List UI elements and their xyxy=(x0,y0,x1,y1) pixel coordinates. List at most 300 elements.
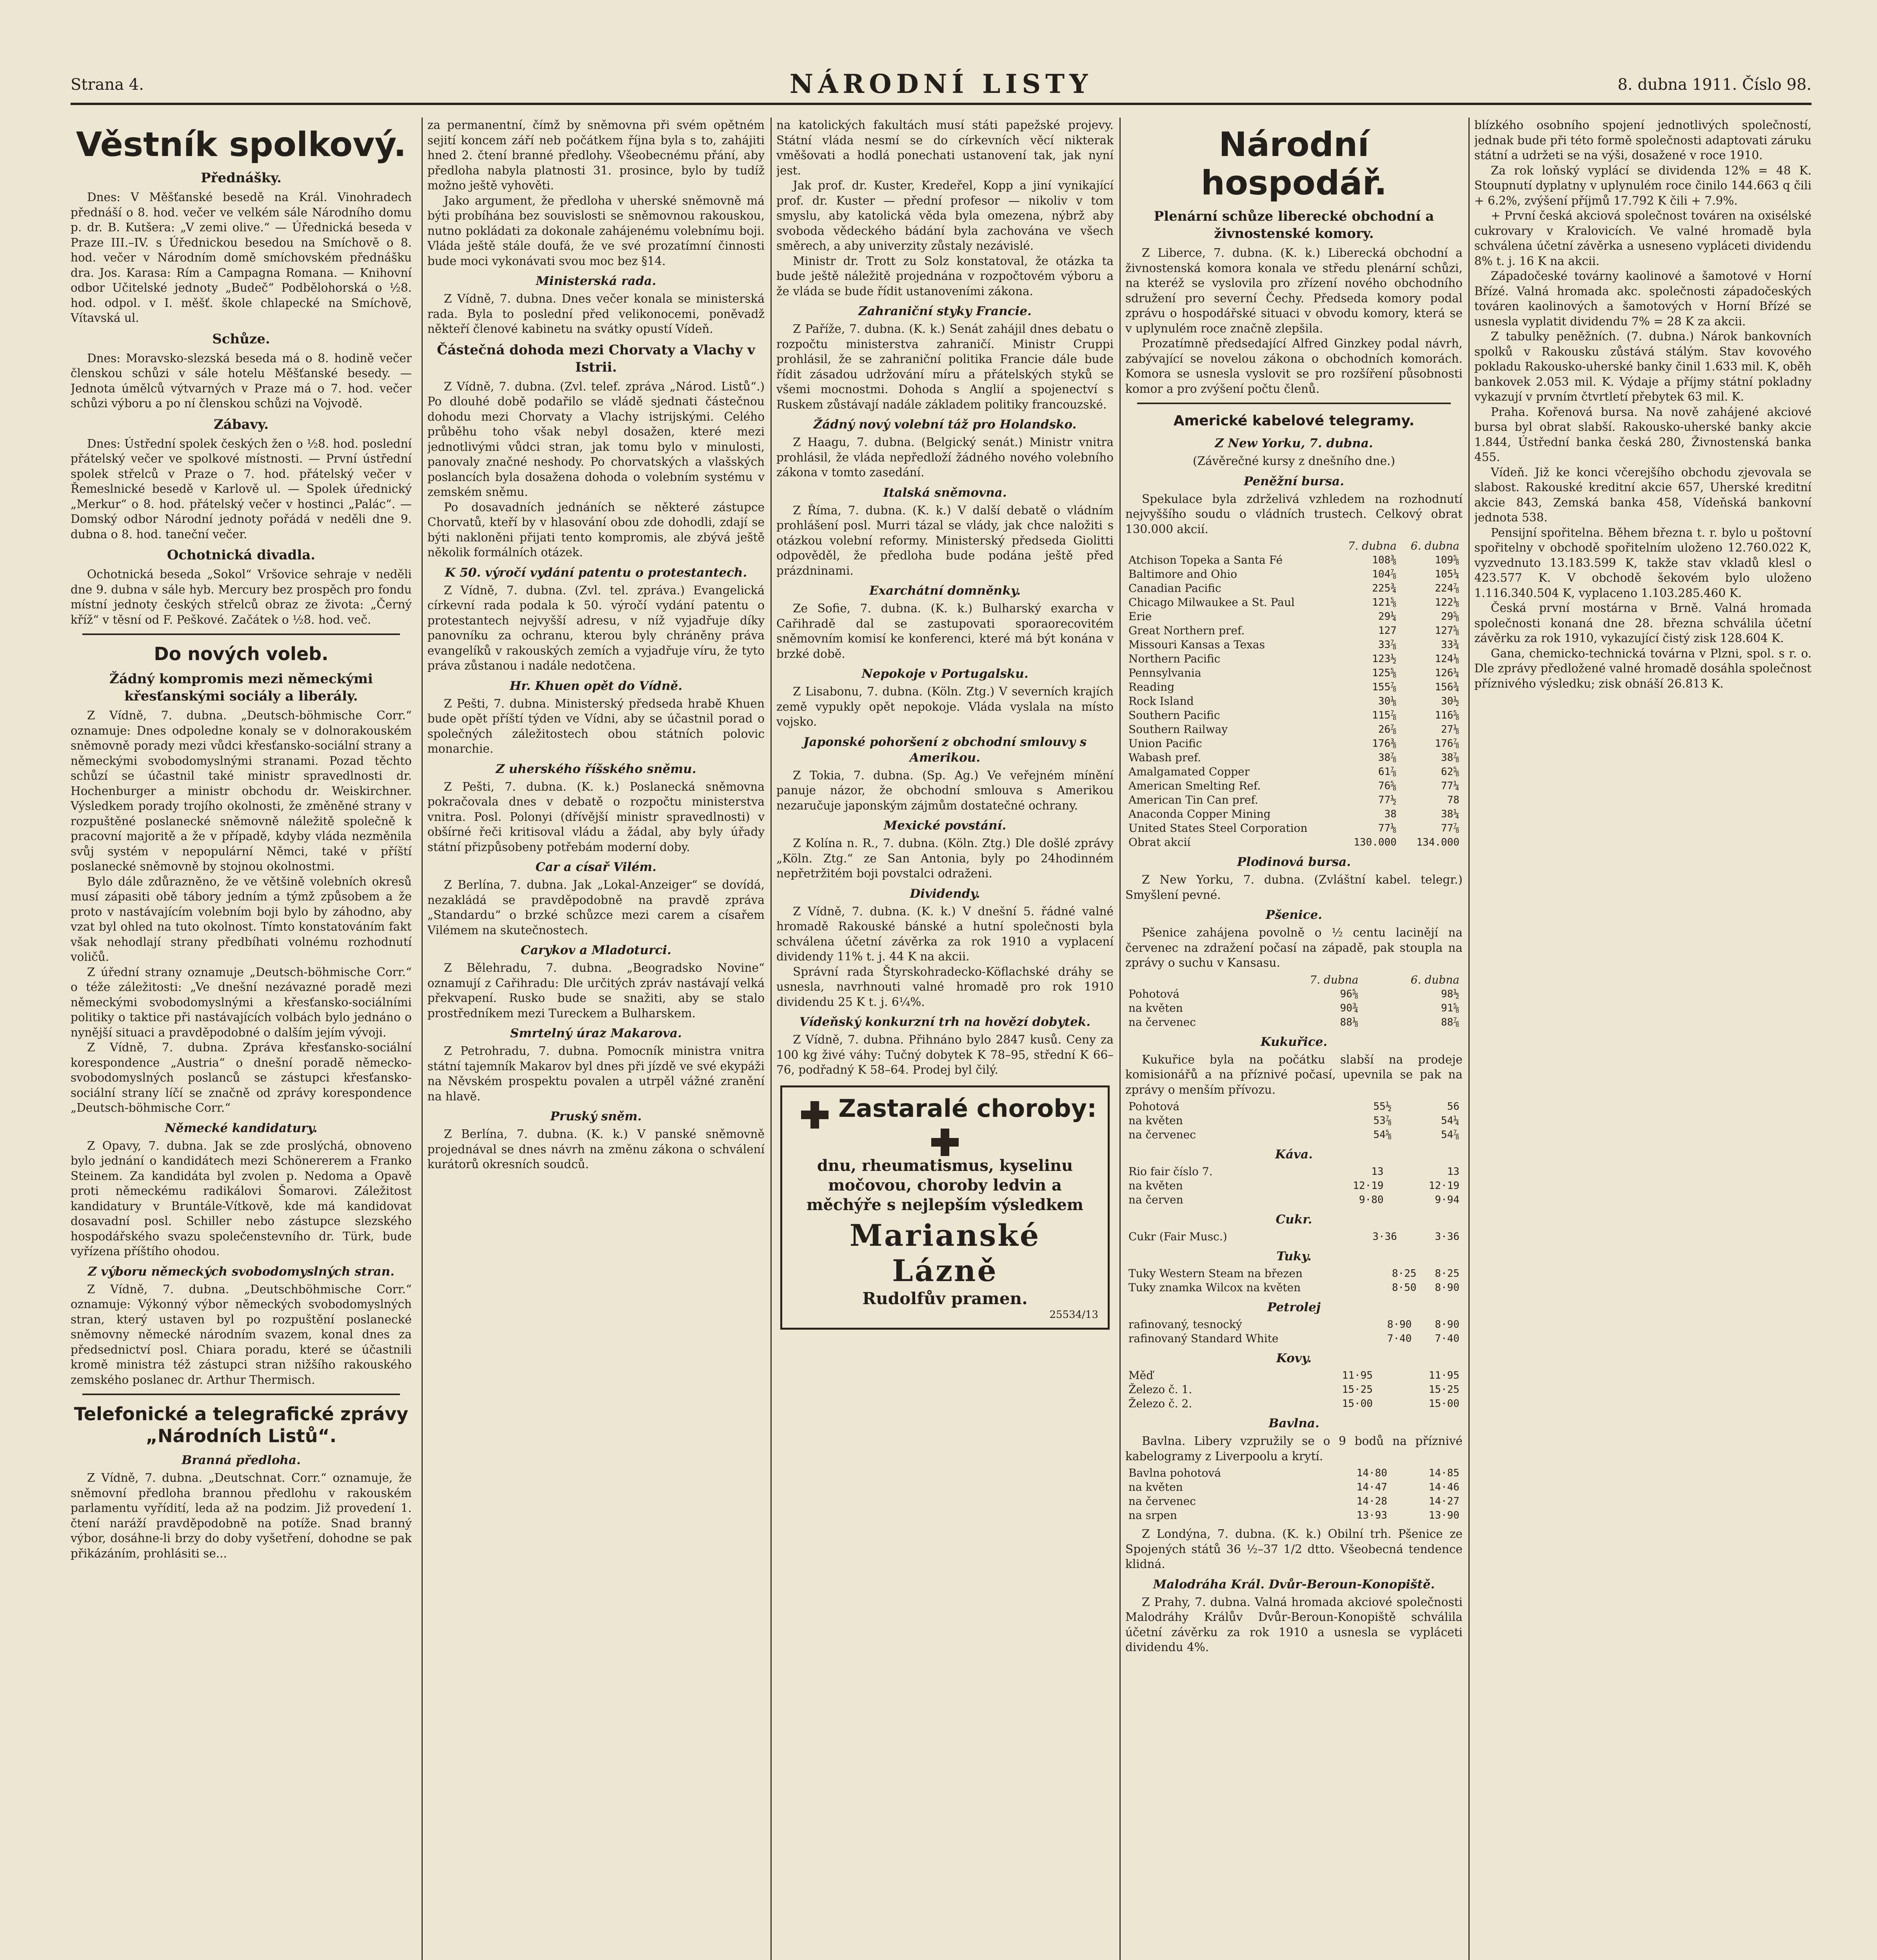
row-value: 14·27 xyxy=(1428,1495,1459,1507)
row-value: 127⅝ xyxy=(1435,625,1459,637)
table-row xyxy=(1125,751,1463,765)
table-row xyxy=(1125,708,1463,722)
section-title-americke-telegramy: Americké kabelové telegramy. xyxy=(1173,413,1415,429)
row-value: 30½ xyxy=(1441,695,1459,707)
section-rule xyxy=(82,633,400,635)
row-value: 13 xyxy=(1447,1166,1459,1178)
row-value: 224⅞ xyxy=(1435,583,1459,594)
ad-subtitle: Rudolfův pramen. xyxy=(862,1289,1028,1308)
row-label: Cukr (Fair Musc.) xyxy=(1128,1230,1227,1243)
article-paragraph: Z Vídně, 7. dubna. Přihnáno bylo 2847 kusů. Ceny za 100 kg živé váhy: Tučný dobytek K 78–95, střední K 66–76, podřadný K 58–64. Prodej byl čilý. xyxy=(776,1033,1114,1076)
row-value: 26⅞ xyxy=(1378,724,1397,735)
article-headline: Částečná dohoda mezi Chorvaty a Vlachy v Istrii. xyxy=(437,342,755,375)
row-label: Anaconda Copper Mining xyxy=(1128,808,1271,820)
row-value: 155⅞ xyxy=(1372,681,1397,693)
subhead-tuky: Tuky. xyxy=(1276,1249,1312,1263)
row-value: 109⅝ xyxy=(1435,554,1459,566)
article-paragraph: Z Vídně, 7. dubna. „Deutschböhmische Corr.“ oznamuje: Výkonný výbor německých svobodomyslných stran, který ustaven byl po rozpuštění poslanecké sněmovny německé národním svazem, konal dnes za předsednictví posl. Chiara poradu, které se účastnili kromě ministra též zástupci stran nižšího rakouského zemského poslanec dr. Arthur Thermisch. xyxy=(71,1282,412,1387)
table-row xyxy=(1125,1165,1463,1179)
section-rule xyxy=(82,1394,400,1395)
row-label: Rio fair číslo 7. xyxy=(1128,1165,1213,1178)
article-headline: K 50. výročí vydání patentu o protestantech. xyxy=(445,565,747,580)
row-value: 15·25 xyxy=(1342,1384,1373,1396)
article-headline: Žádný nový volební táž pro Holandsko. xyxy=(813,417,1077,432)
row-value: 7·40 xyxy=(1435,1333,1459,1345)
column-header: 6. dubna xyxy=(1410,973,1459,986)
article-paragraph: Prozatímně předsedající Alfred Ginzkey podal návrh, zabývající se novelou zákona o obchodních komorách. Komora se usnesla vyslovit se pro rozšíření působnosti komor a pro zvýšení počtu členů. xyxy=(1125,337,1463,396)
commodity-rows xyxy=(1125,1267,1463,1295)
row-label: na červenec xyxy=(1128,1015,1196,1029)
table-row xyxy=(1125,1230,1463,1244)
section-rule xyxy=(1137,403,1451,404)
table-row xyxy=(1125,722,1463,737)
table-row xyxy=(1125,666,1463,680)
column-header: 7. dubna xyxy=(1348,539,1397,552)
row-label: American Smelting Ref. xyxy=(1128,779,1261,792)
row-value: 8·25 xyxy=(1392,1268,1417,1279)
article-headline: Žádný kompromis mezi německými křesťanskými sociály a liberály. xyxy=(109,671,373,704)
row-value: 33⅞ xyxy=(1378,639,1397,651)
table-row xyxy=(1125,1383,1463,1397)
article-headline: Vídeňský konkurzní trh na hovězí dobytek. xyxy=(799,1015,1091,1029)
row-value: 176⅞ xyxy=(1435,738,1459,750)
row-value: 14·80 xyxy=(1356,1467,1387,1479)
table-row xyxy=(1125,807,1463,821)
row-value: 15·00 xyxy=(1428,1398,1459,1410)
table-row xyxy=(1125,694,1463,708)
row-value: 9·80 xyxy=(1359,1194,1384,1206)
row-label: rafinovaný, tesnocký xyxy=(1128,1318,1242,1331)
table-row xyxy=(1125,1100,1463,1114)
table-row xyxy=(1125,1480,1463,1494)
row-label: Chicago Milwaukee a St. Paul xyxy=(1128,596,1295,609)
row-value: 88⅛ xyxy=(1340,1016,1359,1028)
row-value: 78 xyxy=(1447,794,1459,806)
article-headline: Hr. Khuen opět do Vídně. xyxy=(509,679,683,693)
row-value: 55½ xyxy=(1373,1101,1392,1112)
row-value: 30⅛ xyxy=(1378,695,1397,707)
article-paragraph: Z Vídně, 7. dubna. Dnes večer konala se ministerská rada. Byla to poslední před velikonocemi, poněvadž někteří členové kabinetu na svátky opustí Vídeň. xyxy=(427,292,765,336)
row-value: 54¼ xyxy=(1441,1115,1459,1127)
row-label: Tuky Western Steam na březen xyxy=(1128,1267,1303,1280)
column-divider xyxy=(1119,118,1121,1960)
article-paragraph: Z Paříže, 7. dubna. (K. k.) Senát zahájil dnes debatu o rozpočtu ministerstva zahraničí. Ministr Cruppi prohlásil, že se zahraniční politika Francie dále bude řídit zásadou udržování míru a přátelských styků se všemi mocnostmi. Dohoda s Anglií a spojenectví s Ruskem zůstávají nadále základem politiky francouzské. xyxy=(776,322,1114,411)
article-paragraph: Z Pešti, 7. dubna. Ministerský předseda hrabě Khuen bude opět příští týden ve Vídni, aby se účastnil porad o společných záležitostech obou státních polovic monarchie. xyxy=(427,697,765,755)
row-value: 8·90 xyxy=(1435,1282,1459,1294)
row-label: na květen xyxy=(1128,1481,1183,1494)
article-paragraph: Ochotnická beseda „Sokol“ Vršovice sehraje v neděli dne 9. dubna v sále hyb. Mercury bez prospěch pro fondu místní jednoty českých střelců obraz ze života: „Černý kříž“ v těsní od F. Peškové. Začátek o ½8. hod. več. xyxy=(71,568,412,626)
subhead-kukurice: Kukuřice. xyxy=(1260,1034,1328,1049)
subhead-petrolej: Petrolej xyxy=(1267,1300,1321,1314)
article-paragraph: Dnes: V Měšťanské besedě na Král. Vinohradech přednáší o 8. hod. večer ve velkém sále Národního domu p. dr. B. Kutšera: „V zemi olive.“ — Úřednická beseda v Praze III.–IV. s Úřednickou besedou na Smíchově o 8. hod. večer v Národním domě smíchovském přednášku dra. Jos. Karasa: Rím a Campagna Romana. — Knihovní odbor Učitelské jednoty „Budeč“ Podbělohorská o ½8. hod. odpol. v I. měšť. škole chlapecké na Smíchově, Vítavská ul. xyxy=(71,191,412,325)
column-2 xyxy=(427,118,765,1960)
row-label: Erie xyxy=(1128,610,1152,623)
article-paragraph: Vídeň. Již ke konci včerejšího obchodu zjevovala se slabost. Rakouské kreditní akcie 657, Uherské kreditní akcie 843, Zemská banka 458, Vídeňská bankovní jednota 538. xyxy=(1474,465,1812,524)
row-value: 38¼ xyxy=(1441,808,1459,820)
table-row xyxy=(1125,610,1463,624)
row-value: 7·40 xyxy=(1387,1333,1412,1345)
article-paragraph: Česká první mostárna v Brně. Valná hromada společnosti konaná dne 28. března schválila účetní závěrku za rok 1910, vykazující čistý zisk 128.604 K. xyxy=(1474,601,1812,645)
cross-icon xyxy=(931,1129,959,1156)
row-value: 53⅞ xyxy=(1373,1115,1392,1127)
article-paragraph: Z Petrohradu, 7. dubna. Pomocník ministra vnitra státní tajemník Makarov byl dnes při jízdě ve své ekypáži na Něvském prospektu povalen a utrpěl vážné zranění na hlavě. xyxy=(427,1044,765,1103)
row-label: na květen xyxy=(1128,1179,1183,1192)
header-rule xyxy=(71,103,1812,105)
table-row xyxy=(1125,595,1463,610)
row-value: 125⅝ xyxy=(1372,667,1397,679)
row-value: 104⅞ xyxy=(1372,568,1397,580)
row-label: Pohotová xyxy=(1128,1100,1180,1113)
column-divider xyxy=(770,118,772,1960)
row-value: 14·85 xyxy=(1428,1467,1459,1479)
article-paragraph: Správní rada Štyrskohradecko-Köflachské dráhy se usnesla, navrhnouti valné hromadě pro rok 1910 dividendu 25 K t. j. 6¼%. xyxy=(776,965,1114,1009)
article-headline: Zahraniční styky Francie. xyxy=(858,304,1032,318)
commodity-table xyxy=(1125,973,1463,1029)
section-title-volby: Do nových voleb. xyxy=(154,643,329,664)
row-value: 77¼ xyxy=(1441,780,1459,792)
table-row xyxy=(1125,1466,1463,1480)
article-paragraph: Z Lisabonu, 7. dubna. (Köln. Ztg.) V severních krajích země vypukly opět nepokoje. Vláda vyslala na místo vojsko. xyxy=(776,685,1114,728)
row-value: 116⅝ xyxy=(1435,710,1459,721)
row-label: Měď xyxy=(1128,1369,1154,1382)
article-headline: Smrtelný úraz Makarova. xyxy=(510,1026,682,1040)
table-row xyxy=(1125,1494,1463,1508)
table-header-row xyxy=(1125,539,1463,553)
table-row xyxy=(1125,737,1463,751)
table-row xyxy=(1125,638,1463,652)
row-value: 96⅝ xyxy=(1340,988,1359,1000)
article-headline: Nepokoje v Portugalsku. xyxy=(861,667,1028,681)
row-value: 176⅜ xyxy=(1372,738,1397,750)
running-header xyxy=(71,69,1812,104)
row-value: 12·19 xyxy=(1353,1180,1384,1192)
row-value: 77⅞ xyxy=(1441,822,1459,834)
table-row xyxy=(1125,1281,1463,1295)
article-headline: Carykov a Mladoturci. xyxy=(520,943,672,957)
article-paragraph: Dnes: Ústřední spolek českých žen o ½8. hod. poslední přátelský večer ve spolkové místnosti. — První ústřední spolek střelců v Praze o 7. hod. přátelský večer v Řemeslnické besedě v Karlově ul. — Spolek úřednický „Merkur“ o 8. hod. přátelský večer v hostinci „Palác“. — Domský odbor Národní jednoty pořádá v neděli dne 9. dubna o 8. hod. taneční večer. xyxy=(71,437,412,541)
row-value: 13·90 xyxy=(1428,1510,1459,1521)
table-row xyxy=(1125,567,1463,581)
row-label: na květen xyxy=(1128,1001,1183,1014)
row-value: 12·19 xyxy=(1428,1180,1459,1192)
row-value: 14·28 xyxy=(1356,1495,1387,1507)
row-value: 54⅞ xyxy=(1441,1129,1459,1141)
article-paragraph: Dnes: Moravsko-slezská beseda má o 8. hodině večer členskou schůzi v sále hotelu Měšťanské besedy. — Jednota úmělců výtvarných v Praze má o 7. hod. večer schůzi výboru a po ní členskou schůzi na Vojvodě. xyxy=(71,351,412,410)
article-paragraph: Po dosavadních jednáních se některé zástupce Chorvatů, kteří by v hlasování obou zde dohodli, zdají se býti nakloněni přijati tento kompromis, ale zbývá ještě několik formálních otázek. xyxy=(427,500,765,559)
table-row xyxy=(1125,835,1463,849)
article-paragraph: Západočeské továrny kaolinové a šamotové v Horní Břízé. Valná hromada akc. společnosti západočeských továren kaolinových a šamotových v Horní Břízé se usnesla vyplatit dividendu 7% = 28 K za akcii. xyxy=(1474,269,1812,328)
section-title-narodni-hospodar: Národní hospodář. xyxy=(1201,125,1387,203)
commodity-table xyxy=(1125,1318,1463,1346)
commodity-table xyxy=(1125,1368,1463,1411)
row-label: Tuky znamka Wilcox na květen xyxy=(1128,1281,1301,1294)
row-value: 14·47 xyxy=(1356,1481,1387,1493)
table-row xyxy=(1125,779,1463,793)
article-headline: Exarchátní domněnky. xyxy=(869,584,1021,598)
table-row xyxy=(1125,1318,1463,1332)
masthead: NÁRODNÍ LISTY xyxy=(789,69,1093,99)
article-paragraph: Z Tokia, 7. dubna. (Sp. Ag.) Ve veřejném mínění panuje názor, že obchodní smlouva s Amerikou nezaručuje japonským zájmům dostatečné ochrany. xyxy=(776,768,1114,812)
article-paragraph: Praha. Kořenová bursa. Na nově zahájené akciové bursa byl obrat slabší. Rakousko-uherské banky akcie 1.844, Ústřední banka česká 280, Živnostenská banka 455. xyxy=(1474,405,1812,464)
table-row xyxy=(1125,1267,1463,1281)
commodity-table xyxy=(1125,1466,1463,1523)
article-paragraph: + První česká akciová společnost továren na oxisélské cukrovary v Kralovicích. Ve valné hromadě byla schválena účetní závěrka a usneseno vypláceti dividendu 8% t. j. 16 K na akcii. xyxy=(1474,209,1812,268)
article-paragraph: Z tabulky peněžních. (7. dubna.) Nárok bankovních spolků v Rakousku zůstává stálým. Stav kovového pokladu Rakousko-uherské banky činil 1.633 mil. K, oběh bankovek 2.053 mil. K. Výdaje a příjmy státní pokladny vykazují v prvním čtvrtletí přebytek 63 mil. K. xyxy=(1474,330,1812,403)
row-value: 134.000 xyxy=(1416,837,1459,848)
ad-code: 25534/13 xyxy=(1049,1309,1098,1321)
row-label: na červenec xyxy=(1128,1128,1196,1141)
commodity-rows xyxy=(1125,1100,1463,1142)
row-value: 13 xyxy=(1371,1166,1384,1178)
row-value: 14·46 xyxy=(1428,1481,1459,1493)
table-row xyxy=(1125,793,1463,807)
subhead-schuze: Schůze. xyxy=(212,331,270,347)
row-value: 8·90 xyxy=(1387,1319,1412,1330)
article-paragraph: Z Berlína, 7. dubna. (K. k.) V panské sněmovně projednával se dnes návrh na změnu zákona o schválení kurátorů okresních soudců. xyxy=(427,1127,765,1171)
row-value: 8·90 xyxy=(1435,1319,1459,1330)
column-5 xyxy=(1474,118,1812,1960)
row-value: 62⅝ xyxy=(1441,766,1459,778)
subhead-kandidatury: Německé kandidatury. xyxy=(165,1121,318,1135)
subhead-psenice: Pšenice. xyxy=(1265,908,1323,922)
table-row xyxy=(1125,1508,1463,1523)
row-value: 54⅝ xyxy=(1373,1129,1392,1141)
article-paragraph: Ze Sofie, 7. dubna. (K. k.) Bulharský exarcha v Cařihradě dal se zastupovati sporaorecovitém sněmovním komisí ke konferenci, které má být konána v brzké době. xyxy=(776,602,1114,661)
row-value: 13·93 xyxy=(1356,1510,1387,1521)
note: (Závěrečné kursy z dnešního dne.) xyxy=(1193,454,1395,468)
row-value: 11·95 xyxy=(1342,1370,1373,1381)
article-paragraph: na katolických fakultách musí státi papežské projevy. Státní vláda nesmí se do církevních věcí nikterak vměšovati a hodlá ponechati ustanovení tak, jak nyní jest. xyxy=(776,118,1114,177)
row-value: 38⅞ xyxy=(1378,752,1397,764)
commodity-rows xyxy=(1125,1165,1463,1207)
table-row xyxy=(1125,652,1463,666)
subhead-bavlna: Bavlna. xyxy=(1268,1416,1319,1430)
subhead-prednasky: Přednášky. xyxy=(200,170,282,186)
article-paragraph: Z Vídně, 7. dubna. Zpráva křesťansko-sociální korespondence „Austria“ o dnešní poradě německo-svobodomyslných poslanců se zástupci křesťansko-sociální strany líčí se značně od zprávy korespondence „Deutsch-böhmische Corr.“ xyxy=(71,1041,412,1114)
subhead-plodinova-bursa: Plodinová bursa. xyxy=(1237,855,1351,869)
article-paragraph: Z Haagu, 7. dubna. (Belgický senát.) Ministr vnitra prohlásil, že vláda nepředloží žádného nového volebního zákona v tomto zasedání. xyxy=(776,436,1114,479)
column-header: 6. dubna xyxy=(1410,539,1459,552)
article-paragraph: za permanentní, čímž by sněmovna při svém opětném sejití koncem září neb počátkem října byla s to, zahájiti hned 2. čtení branné předlohy. Všeobecnému přání, aby předloha nabyla platnosti 31. prosince, bylo by tudíž možno ještě vyhověti. xyxy=(427,118,765,192)
article-paragraph: Bylo dále zdůrazněno, že ve většině volebních okresů musí zápasiti obě tábory jedním a týmž způsobem a že proto v nastávajícím volebním boji bylo by záhodno, aby vzat byl ohled na tuto okolnost. Tímto konstatováním fakt však nehodlají strany předbíhati volnému rozhodnutí voličů. xyxy=(71,875,412,964)
article-paragraph: Pensijní spořitelna. Během března t. r. bylo u poštovní spořitelny v obchodě spořitelním uloženo 12.760.022 K, vyzvednuto 13.183.599 K, takže stav vkladů klesl o 423.577 K. V obchodě šekovém bylo uloženo 1.116.340.504 K, vyplaceno 1.103.285.460 K. xyxy=(1474,526,1812,600)
article-paragraph: Kukuřice byla na počátku slabší na prodeje komisionářů a na příznivé počasí, upevnila se pak na zprávy o menším přívozu. xyxy=(1125,1053,1463,1096)
commodity-rows xyxy=(1125,1368,1463,1411)
column-divider xyxy=(422,118,423,1960)
article-headline: Italská sněmovna. xyxy=(883,485,1007,500)
row-value: 77½ xyxy=(1378,794,1397,806)
row-value: 126¼ xyxy=(1435,667,1459,679)
row-value: 156¾ xyxy=(1435,681,1459,693)
article-paragraph: Z New Yorku, 7. dubna. (Zvláštní kabel. telegr.) Smyšlení pevné. xyxy=(1125,873,1463,902)
row-value: 3·36 xyxy=(1435,1231,1459,1243)
table-row xyxy=(1125,1015,1463,1029)
row-value: 98½ xyxy=(1441,988,1459,1000)
row-label: Pohotová xyxy=(1128,987,1180,1000)
row-label: Železo č. 2. xyxy=(1128,1397,1192,1410)
row-label: Wabash pref. xyxy=(1128,751,1201,764)
row-label: na srpen xyxy=(1128,1509,1177,1522)
row-value: 9·94 xyxy=(1435,1194,1459,1206)
article-headline: Plenární schůze liberecké obchodní a živnostenské komory. xyxy=(1154,209,1434,241)
row-value: 38 xyxy=(1384,808,1397,820)
commodity-table xyxy=(1125,1100,1463,1142)
row-label: rafinovaný Standard White xyxy=(1128,1332,1279,1345)
row-label: Southern Pacific xyxy=(1128,709,1220,722)
commodity-table xyxy=(1125,1165,1463,1207)
article-paragraph: Bavlna. Libery vzpružily se o 9 bodů na příznivé kabelogramy z Liverpoolu a krytí. xyxy=(1125,1434,1463,1463)
row-label: Southern Railway xyxy=(1128,723,1228,736)
subhead-zabavy: Zábavy. xyxy=(213,416,269,432)
row-value: 115⅞ xyxy=(1372,710,1397,721)
row-value: 11·95 xyxy=(1428,1370,1459,1381)
subhead-kava: Káva. xyxy=(1275,1147,1313,1161)
row-value: 15·00 xyxy=(1342,1398,1373,1410)
subhead-branna-predloha: Branná předloha. xyxy=(182,1453,301,1467)
article-paragraph: Z Pešti, 7. dubna. (K. k.) Poslanecká sněmovna pokračovala dnes v debatě o rozpočtu ministerstva vnitra. Posl. Polonyi (dřívější ministr spravedlnosti) v obšírné řeči kritisoval vládu a žádal, aby byly úřady státní přizpůsobeny potřebám moderní doby. xyxy=(427,780,765,854)
subhead-vybor: Z výboru německých svobodomyslných stran. xyxy=(88,1264,394,1279)
dateline: Z New Yorku, 7. dubna. xyxy=(1215,436,1373,450)
article-paragraph: Z Berlína, 7. dubna. Jak „Lokal-Anzeiger“ se dovídá, nezakládá se pravděpodobně na pravdě zpráva „Standardu“ o brzké schůzce mezi carem a císařem Vilémem na skutečnostech. xyxy=(427,878,765,937)
row-value: 90¾ xyxy=(1340,1002,1359,1014)
commodity-rows xyxy=(1125,1230,1463,1244)
subhead-penezni-bursa: Peněžní bursa. xyxy=(1243,474,1345,488)
table-row xyxy=(1125,680,1463,694)
article-paragraph: Z Kolína n. R., 7. dubna. (Köln. Ztg.) Dle došlé zprávy „Köln. Ztg.“ ze San Antonia, byly po 24hodinném nepřetržitém boji povstalci odraženi. xyxy=(776,837,1114,880)
article-paragraph: Z Vídně, 7. dubna. (Zvl. telef. zpráva „Národ. Listů“.) Po dlouhé době podařilo se vládě sjednati částečnou dohodu mezi Chorvaty a Vlachy istrijskými. Celého průběhu toho však nebyl dosažen, které mezi jednotlivými vůdci stran, jak tomu bylo v minulosti, panovaly značné neshody. Po chorvatských a vlašských poslancích byla dosažena dohoda o volebním systému v zemském sněmu. xyxy=(427,379,765,499)
row-label: Missouri Kansas a Texas xyxy=(1128,638,1265,651)
table-row xyxy=(1125,1368,1463,1383)
article-paragraph: Ministr dr. Trott zu Solz konstatoval, že otázka ta bude ještě náležitě projednána v rozpočtovém výboru a že vláda se bude řídit ustanoveními zákona. xyxy=(776,254,1114,298)
subhead-cukr: Cukr. xyxy=(1276,1212,1312,1227)
article-paragraph: Jak prof. dr. Kuster, Kredeřel, Kopp a jiní vynikající prof. dr. Kuster — přední profesor — nikoliv v tom smyslu, aby katolická věda byla omezena, nýbrž aby svoboda vědeckého bádání byla zachována ve všech směrech, a aby univerzity zůstaly nezávislé. xyxy=(776,179,1114,252)
section-title-vestnik: Věstník spolkový. xyxy=(76,125,407,164)
article-paragraph: Z Vídně, 7. dubna. „Deutsch-böhmische Corr.“ oznamuje: Dnes odpoledne konaly se v dolnorakouském sněmovně porady mezi vůdci křesťansko-sociální strany a německými svobodomyslnými stranami. Pozad těchto schůzí se účastnil také ministr spravedlnosti dr. Hochenburger a ministr obchodu dr. Weiskirchner. Výsledkem porady trojího okolnosti, že změněné strany v rozpuštěné poslanecké sněmovně náležitě společně k pracovní majoritě a že v případě, kdyby vláda nezměnila svůj systém v nepopulární Němci, také v příští poslanecké sněmovně by stojnou okolnostmi. xyxy=(71,709,412,873)
row-value: 88⅞ xyxy=(1441,1016,1459,1028)
article-paragraph: blízkého osobního spojení jednotlivých společností, jednak bude při této formě společnosti adaptovati záruku státní a udržeti se na výši, dosažené v roce 1910. xyxy=(1474,118,1812,162)
advertisement-marianske-lazne xyxy=(780,1085,1110,1330)
row-value: 29⅝ xyxy=(1441,611,1459,622)
row-value: 61⅞ xyxy=(1378,766,1397,778)
row-label: Canadian Pacific xyxy=(1128,582,1221,595)
row-value: 91⅝ xyxy=(1441,1002,1459,1014)
table-header-row xyxy=(1125,973,1463,987)
row-label: American Tin Can pref. xyxy=(1128,793,1258,806)
article-headline: Malodráha Král. Dvůr-Beroun-Konopiště. xyxy=(1153,1577,1435,1592)
row-value: 127 xyxy=(1378,625,1397,637)
row-value: 33¾ xyxy=(1441,639,1459,651)
commodity-rows xyxy=(1125,1318,1463,1346)
table-row xyxy=(1125,1128,1463,1142)
ad-brand: Marianské Lázně xyxy=(849,1218,1041,1288)
row-value: 77⅛ xyxy=(1378,822,1397,834)
commodity-table xyxy=(1125,1230,1463,1244)
subhead-ochotnicka-divadla: Ochotnická divadla. xyxy=(167,547,316,563)
ad-body: dnu, rheumatismus, kyselinu močovou, choroby ledvin a měchýře s nejlepším výsledkem xyxy=(806,1156,1084,1214)
table-row xyxy=(1125,765,1463,779)
table-row xyxy=(1125,581,1463,595)
article-paragraph: Z Prahy, 7. dubna. Valná hromada akciové společnosti Malodráhy Králův Dvůr-Beroun-Konopiště schválila účetní závěrku za rok 1910 a usnesla se vypláceti dividendu 4%. xyxy=(1125,1595,1463,1654)
article-paragraph: Z Londýna, 7. dubna. (K. k.) Obilní trh. Pšenice ze Spojených států 36 ½–37 1/2 dtto. Všeobecná tendence klidná. xyxy=(1125,1527,1463,1571)
row-value: 15·25 xyxy=(1428,1384,1459,1396)
column-1 xyxy=(71,118,412,1960)
table-row xyxy=(1125,1332,1463,1346)
row-value: 38⅞ xyxy=(1441,752,1459,764)
article-headline: Japonské pohoršení z obchodní smlouvy s Amerikou. xyxy=(803,735,1087,765)
row-value: 225¾ xyxy=(1372,583,1397,594)
row-value: 105¼ xyxy=(1435,568,1459,580)
column-4 xyxy=(1125,118,1463,1960)
row-value: 130.000 xyxy=(1354,837,1397,848)
row-label: Železo č. 1. xyxy=(1128,1383,1192,1396)
article-paragraph: Pšenice zahájena povolně o ½ centu lacinějí na červenec na zdražení počasí na západě, pak stoupla na zprávy o suchu v Kansasu. xyxy=(1125,926,1463,969)
row-label: Northern Pacific xyxy=(1128,652,1221,665)
article-paragraph: Z úřední strany oznamuje „Deutsch-böhmische Corr.“ o téže záležitosti: „Ve dnešní nezávazné poradě mezi německými svobodomyslnými a křesťansko-sociálními politiky o taktice při nastávajících volbách bylo jednáno o nynější situaci a pravděpodobné o dalším jejím vývoji. xyxy=(71,965,412,1039)
article-paragraph: Z Vídně, 7. dubna. (K. k.) V dnešní 5. řádné valné hromadě Rakouské bánské a hutní společnosti byla schválena účetní závěrka za rok 1910 a vyplacení dividendy 11% t. j. 44 K na akcii. xyxy=(776,904,1114,963)
row-label: na červen xyxy=(1128,1193,1183,1206)
row-value: 29¼ xyxy=(1378,611,1397,622)
row-value: 8·50 xyxy=(1392,1282,1417,1294)
row-label: Obrat akcií xyxy=(1128,836,1191,849)
commodity-rows xyxy=(1125,987,1463,1029)
table-row xyxy=(1125,1001,1463,1015)
ad-title: Zastaralé choroby: xyxy=(838,1094,1097,1123)
column-3 xyxy=(776,118,1114,1960)
article-headline: Car a císař Vilém. xyxy=(535,860,657,874)
row-value: 123½ xyxy=(1372,653,1397,665)
row-value: 56 xyxy=(1447,1101,1459,1112)
article-paragraph: Spekulace byla zdrželivá vzhledem na rozhodnutí nejvyššího soudu o vládních trustech. Celkový obrat 130.000 akcií. xyxy=(1125,492,1463,536)
row-label: Pennsylvania xyxy=(1128,666,1201,679)
article-paragraph: Z Vídně, 7. dubna. „Deutschnat. Corr.“ oznamuje, že sněmovní předloha brannou předlohu v rakouském parlamentu vyřídití, leda až na podzim. Již provedení 1. čtení naráží pravděpodobně na potíže. Snad branný výbor, dosáhne-li brzy do doby vyšetření, dohodne se pak přikázáním, prohlásiti se... xyxy=(71,1471,412,1560)
commodity-rows xyxy=(1125,1466,1463,1523)
column-header: 7. dubna xyxy=(1310,973,1359,986)
article-headline: Dividendy. xyxy=(910,886,980,901)
page-number: Strana 4. xyxy=(71,76,144,94)
article-paragraph: Gana, chemicko-technická továrna v Plzni, spol. s r. o. Dle zprávy předložené valné hromadě dosáhla společnost příznivého výsledku; zisk obnáší 26.813 K. xyxy=(1474,646,1812,690)
article-paragraph: Z Vídně, 7. dubna. (Zvl. tel. zpráva.) Evangelická církevní rada podala k 50. výročí vydání patentu o protestantech nejvyšší adresu, v níž vyjadřuje díky panovníku za ochranu, kterou byly chráněny práva evangelíků v rakouských zemích a vyjadřuje víru, že tyto práva zůstanou i nadále nedotčena. xyxy=(427,583,765,672)
row-value: 108⅜ xyxy=(1372,554,1397,566)
row-value: 124⅛ xyxy=(1435,653,1459,665)
article-paragraph: Z Liberce, 7. dubna. (K. k.) Liberecká obchodní a živnostenská komora konala ve středu plenární schůzi, na kteréž se vyslovila pro zřízení nového obchodního sdružení pro severní Čechy. Předseda komory podal zprávu o hospodářské situaci v obvodu komory, která se v uplynulém roce značně zlepšila. xyxy=(1125,246,1463,335)
row-label: United States Steel Corporation xyxy=(1128,822,1308,835)
table-row xyxy=(1125,987,1463,1001)
row-label: na květen xyxy=(1128,1114,1183,1127)
article-paragraph: Z Opavy, 7. dubna. Jak se zde proslýchá, obnoveno bylo jednání o kandidátech mezi Schönererem a Franko Steinem. Za kandidáta byl zvolen p. Nedoma a Opavě proti německému radikálovi Šomarovi. Záležitost kandidatury v Bruntále-Vítkově, kde má kandidovat dosavadní posl. Schiller nebo zástupce slezského hospodářského svazu společenstevního dr. Türk, bude vyřízena příštího ohodou. xyxy=(71,1139,412,1258)
row-label: na červenec xyxy=(1128,1495,1196,1508)
row-label: Baltimore and Ohio xyxy=(1128,568,1237,581)
row-value: 122⅛ xyxy=(1435,597,1459,608)
row-value: 27⅛ xyxy=(1441,724,1459,735)
article-headline: Pruský sněm. xyxy=(550,1109,642,1123)
article-paragraph: Z Bělehradu, 7. dubna. „Beogradsko Novine“ oznamují z Cařihradu: Dle určitých zpráv nastávají velká překvapení. Rusko bude se snažiti, aby se stalo prostředníkem mezi Tureckem a Bulharskem. xyxy=(427,961,765,1020)
stock-table xyxy=(1125,539,1463,849)
issue-date: 8. dubna 1911. Číslo 98. xyxy=(1617,76,1812,94)
table-row xyxy=(1125,553,1463,567)
article-headline: Mexické povstání. xyxy=(883,818,1007,833)
row-label: Atchison Topeka a Santa Fé xyxy=(1128,554,1283,566)
table-row xyxy=(1125,1114,1463,1128)
row-label: Amalgamated Copper xyxy=(1128,765,1250,778)
row-label: Reading xyxy=(1128,681,1175,693)
article-headline: Ministerská rada. xyxy=(536,274,656,288)
commodity-table xyxy=(1125,1267,1463,1295)
article-paragraph: Za rok loňský vyplácí se dividenda 12% = 48 K. Stoupnutí dyplatny v uplynulém roce činilo 144.663 q čili + 6.2%, zvýšení příjmů 17.792 K čili + 7.9%. xyxy=(1474,163,1812,207)
row-label: Union Pacific xyxy=(1128,737,1202,750)
row-label: Bavlna pohotová xyxy=(1128,1466,1221,1479)
row-label: Rock Island xyxy=(1128,695,1194,708)
row-value: 8·25 xyxy=(1435,1268,1459,1279)
